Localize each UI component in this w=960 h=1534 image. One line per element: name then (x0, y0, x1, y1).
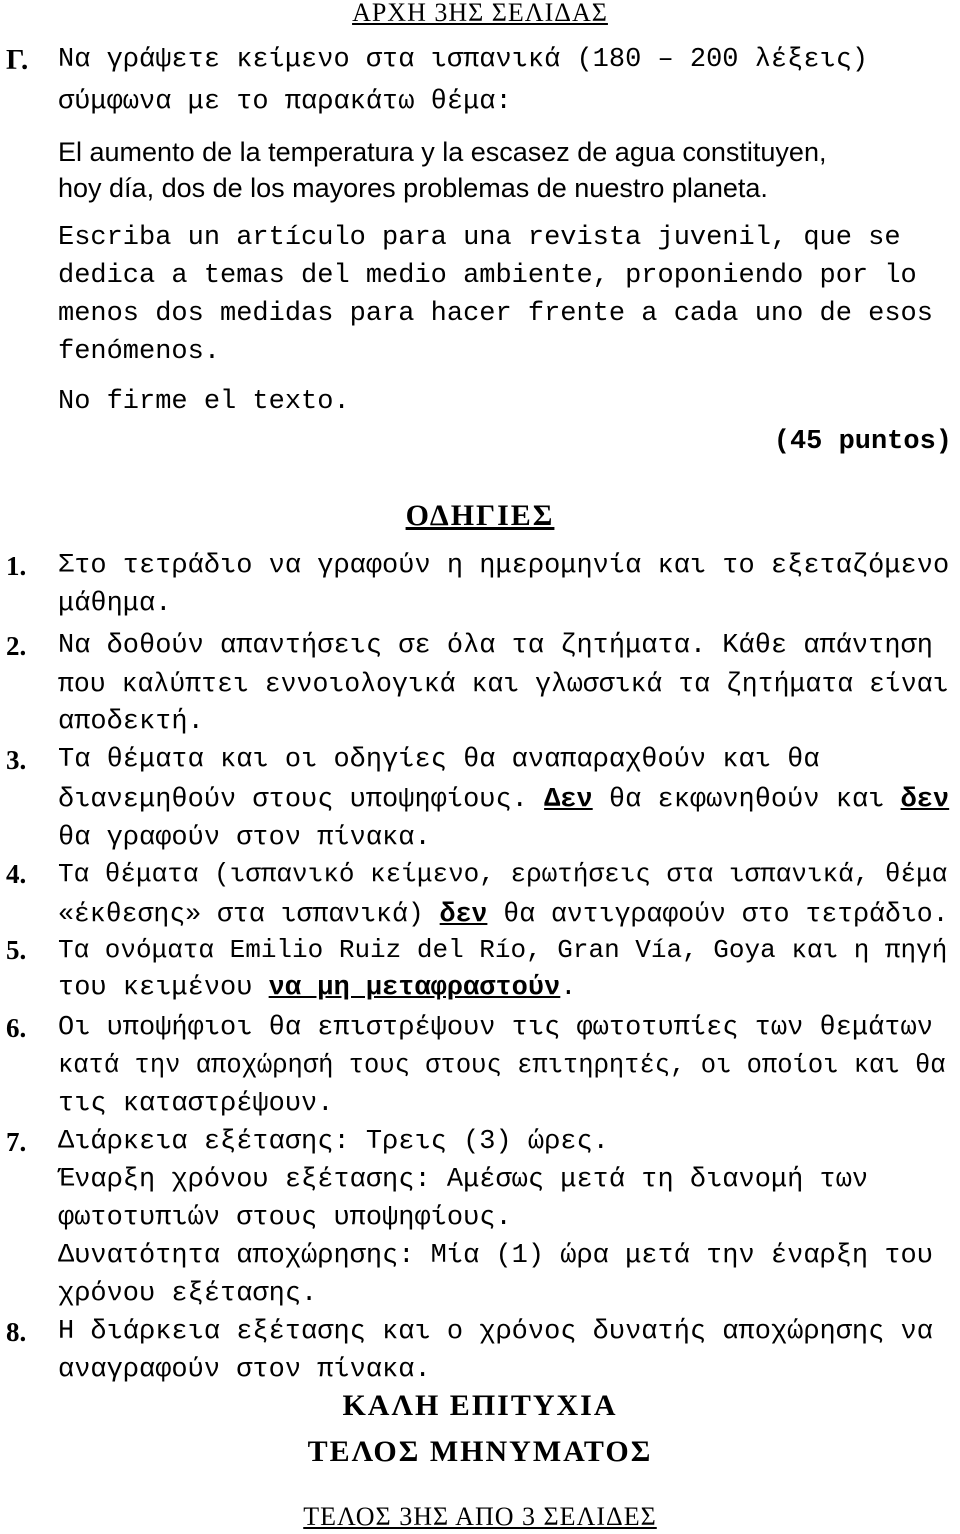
guideline-8-number: 8. (6, 1317, 27, 1347)
guideline-4-line-2-a: «έκθεσης» στα ισπανικά) (58, 899, 424, 929)
page-header: ΑΡΧΗ 3ΗΣ ΣΕΛΙΔΑΣ (352, 0, 608, 27)
guideline-3-line-2-c: θα εκφωνηθούν και (608, 785, 885, 815)
guideline-3-line-1 (58, 742, 954, 778)
guideline-2-number: 2. (6, 631, 27, 661)
guideline-5-line-2-a: του κειμένου (58, 973, 253, 1003)
points-label: (45 puntos) (773, 427, 952, 457)
guideline-5-line-2-period: . (560, 973, 577, 1003)
task-letter: Γ. (6, 44, 29, 76)
topic-line-1: El aumento de la temperatura y la escasez de agua constituyen, (58, 137, 827, 167)
guideline-3-number: 3. (6, 745, 27, 775)
guideline-5-line-2 (58, 970, 954, 1006)
guideline-4-line-2-c: θα αντιγραφούν στο τετράδιο. (503, 899, 949, 929)
topic-line-2: hoy día, dos de los mayores problemas de nuestro planeta. (58, 173, 768, 203)
guideline-6-line-2: κατά την αποχώρησή τους στους επιτηρητές, οι οποίοι και θα (58, 1051, 946, 1080)
guideline-6-line-3: τις καταστρέψουν. (58, 1089, 334, 1119)
task-line-2: σύμφωνα με το παρακάτω θέμα: (58, 87, 512, 117)
guideline-1-line-1: Στο τετράδιο να γραφούν η ημερομηνία και το εξεταζόμενο (58, 551, 950, 581)
instruction-line-2: dedica a temas del medio ambiente, proponiendo por lo (58, 261, 917, 291)
guideline-3-emphasis-den-1: Δεν (544, 785, 593, 815)
guideline-7-line-4: Δυνατότητα αποχώρησης: Μία (1) ώρα μετά την έναρξη του (58, 1241, 933, 1271)
guideline-4-emphasis-den: δεν (439, 899, 488, 929)
guideline-3-line-2 (58, 782, 954, 818)
guideline-6-line-1: Οι υποψήφιοι θα επιστρέψουν τις φωτοτυπίες των θεμάτων (58, 1013, 933, 1043)
guideline-1-line-2: μάθημα. (58, 589, 172, 619)
instruction-line-3: menos dos medidas para hacer frente a cada uno de esos (58, 299, 933, 329)
guideline-8-line-2: αναγραφούν στον πίνακα. (58, 1355, 431, 1385)
instruction-line-4: fenómenos. (58, 337, 221, 367)
guideline-7-line-5: χρόνου εξέτασης. (58, 1279, 318, 1309)
guideline-5-emphasis-no-translate: να μη μεταφραστούν (268, 973, 561, 1003)
guideline-6-number: 6. (6, 1013, 27, 1043)
guideline-4-number: 4. (6, 859, 27, 889)
page-footer: ΤΕΛΟΣ 3ΗΣ ΑΠΟ 3 ΣΕΛΙΔΕΣ (303, 1502, 657, 1531)
guideline-8-line-1: Η διάρκεια εξέτασης και ο χρόνος δυνατής αποχώρησης να (58, 1317, 933, 1347)
guideline-7-number: 7. (6, 1127, 27, 1157)
guidelines-title: ΟΔΗΓΙΕΣ (405, 499, 555, 532)
guideline-7-line-3: φωτοτυπιών στους υποψηφίους. (58, 1203, 512, 1233)
guideline-2-line-3: αποδεκτή. (58, 707, 204, 737)
guideline-5-number: 5. (6, 935, 27, 965)
good-luck-heading: ΚΑΛΗ ΕΠΙΤΥΧΙΑ (342, 1389, 618, 1422)
guideline-7-line-2: Έναρξη χρόνου εξέτασης: Αμέσως μετά τη διανομή των (58, 1165, 869, 1195)
guideline-3-line-2-a: διανεμηθούν στους υποψηφίους. (58, 785, 528, 815)
guideline-4-line-1: Τα θέματα (ισπανικό κείμενο, ερωτήσεις στα ισπανικά, θέμα (58, 859, 948, 889)
end-message-heading: ΤΕΛΟΣ ΜΗΝΥΜΑΤΟΣ (307, 1435, 653, 1468)
guideline-5-line-1: Τα ονόματα Emilio Ruiz del Río, Gran Vía, Goya και η πηγή (58, 935, 948, 965)
no-sign-note: No firme el texto. (58, 387, 350, 417)
guideline-2-line-2: που καλύπτει εννοιολογικά και γλωσσικά τα ζητήματα είναι (58, 669, 949, 699)
guideline-2-line-1: Να δοθούν απαντήσεις σε όλα τα ζητήματα. Κάθε απάντηση (58, 631, 933, 661)
guideline-3-emphasis-den-2: δεν (900, 785, 950, 815)
instruction-line-1: Escriba un artículo para una revista juvenil, que se (58, 223, 901, 253)
task-line-1: Να γράψετε κείμενο στα ισπανικά (180 – 200 λέξεις) (58, 45, 869, 75)
guideline-4-line-2 (58, 896, 954, 932)
guideline-3-line-1-text: Τα θέματα και οι οδηγίες θα αναπαραχθούν και θα (58, 745, 820, 775)
guideline-3-line-3: θα γραφούν στον πίνακα. (58, 823, 431, 853)
guideline-7-line-1: Διάρκεια εξέτασης: Τρεις (3) ώρες. (58, 1127, 609, 1157)
guideline-1-number: 1. (6, 551, 27, 581)
